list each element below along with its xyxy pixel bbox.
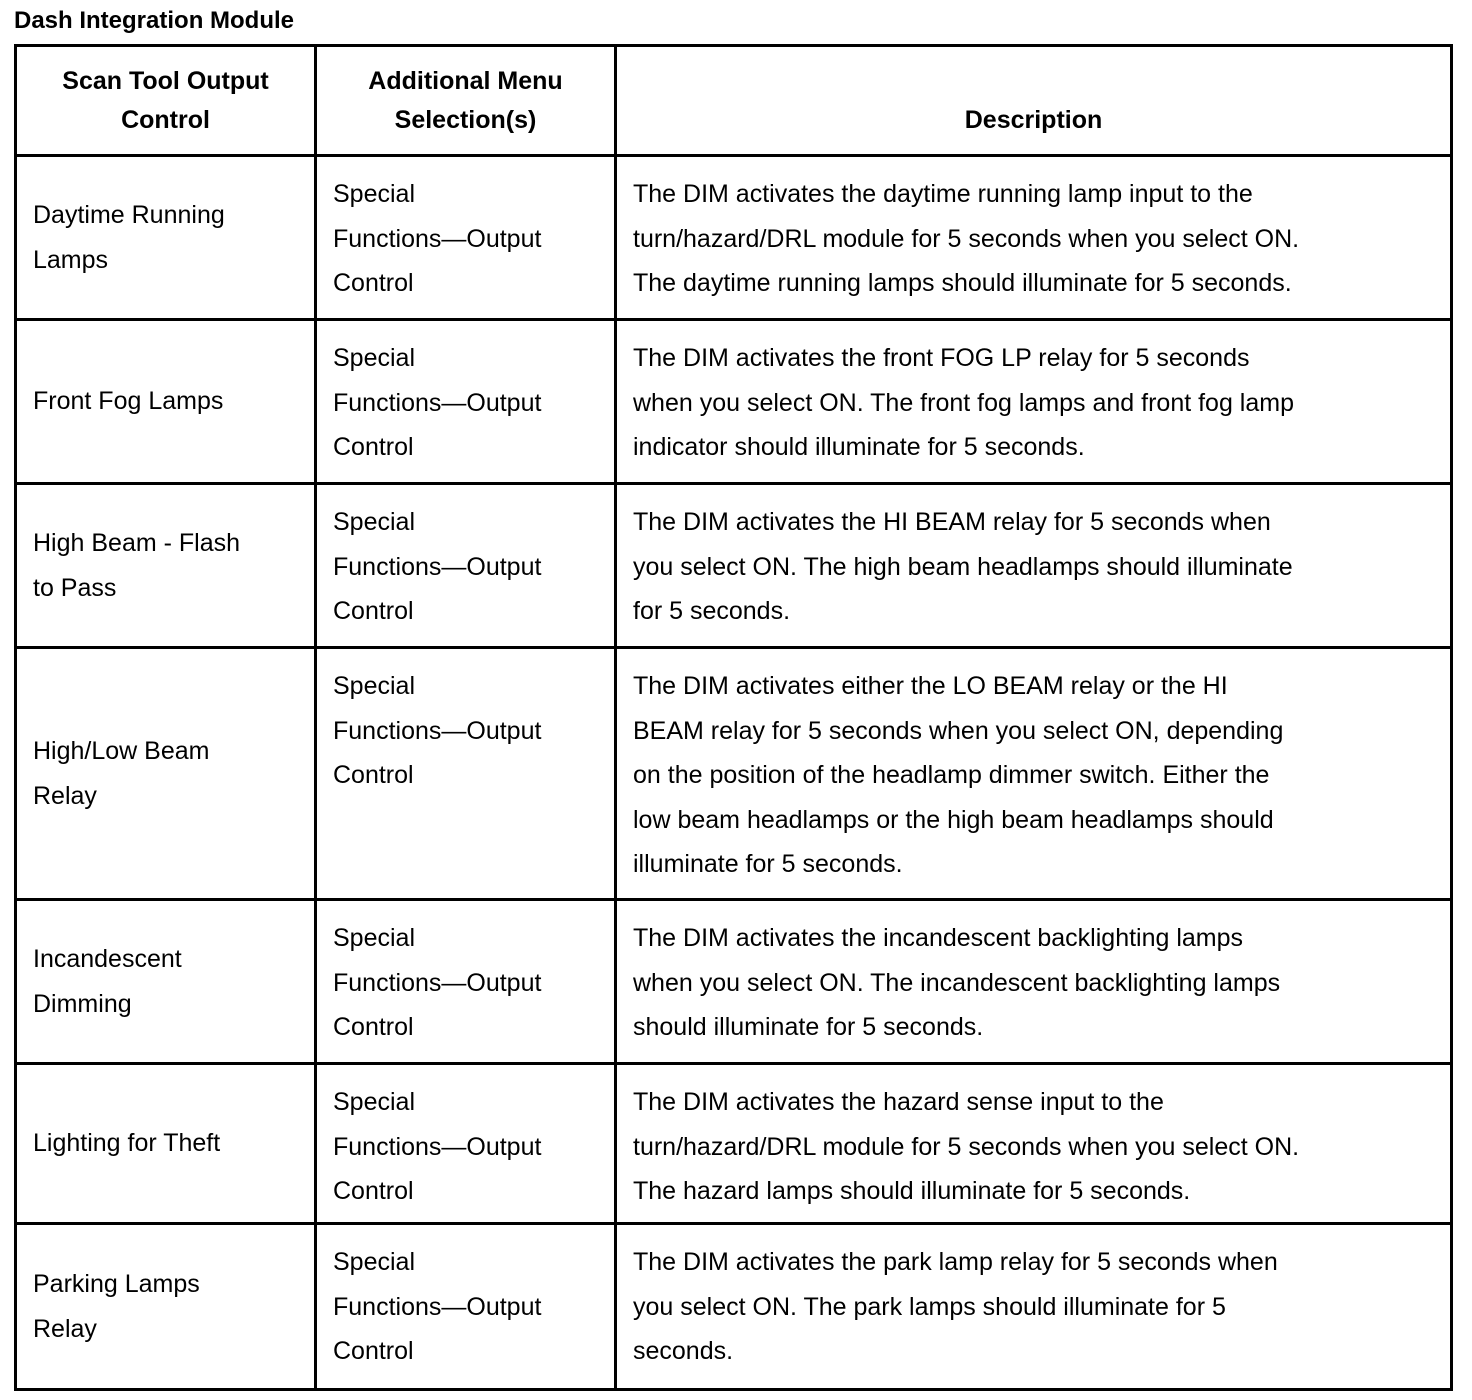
description-cell <box>616 648 1452 900</box>
menu-selection-text: Functions—Output <box>333 1132 542 1161</box>
table-row <box>16 900 1452 1064</box>
menu-selection-text: Functions—Output <box>333 552 542 581</box>
output-control-cell <box>16 484 316 648</box>
menu-selection-cell <box>316 648 616 900</box>
menu-selection-cell <box>316 484 616 648</box>
description-text: turn/hazard/DRL module for 5 seconds when you select ON. <box>633 224 1300 253</box>
menu-selection-text: Functions—Output <box>333 224 542 253</box>
header-scan-tool-output-control: Scan Tool Output Control <box>16 46 316 156</box>
output-control-label: to Pass <box>33 573 117 602</box>
menu-selection-cell <box>316 1224 616 1390</box>
output-control-label: Lighting for Theft <box>33 1129 221 1158</box>
output-control-label: Incandescent <box>33 945 182 973</box>
menu-selection-text: Special <box>333 1088 415 1116</box>
menu-selection-text: Control <box>333 1337 414 1365</box>
description-text: BEAM relay for 5 seconds when you select ON, depending <box>633 716 1284 745</box>
menu-selection-text: Special <box>333 344 415 372</box>
menu-selection-text: Special <box>333 508 415 536</box>
output-control-label: Relay <box>33 1314 97 1343</box>
output-control-cell <box>16 156 316 320</box>
menu-selection-cell <box>316 320 616 484</box>
menu-selection-text: Special <box>333 672 415 700</box>
output-control-label: Lamps <box>33 245 109 274</box>
table-header-row <box>16 46 1452 156</box>
menu-selection-text: Control <box>333 597 414 625</box>
menu-selection-text: Control <box>333 269 414 297</box>
output-control-table <box>14 44 1453 1391</box>
menu-selection-text: Functions—Output <box>333 968 542 997</box>
header-additional-menu-selections: Additional Menu Selection(s) <box>316 46 616 156</box>
description-text: when you select ON. The incandescent backlighting lamps <box>633 968 1281 997</box>
menu-selection-text: Special <box>333 924 415 952</box>
description-text: low beam headlamps or the high beam headlamps should <box>633 805 1274 834</box>
description-text: The DIM activates the hazard sense input to the <box>633 1088 1164 1116</box>
menu-selection-cell <box>316 1064 616 1224</box>
output-control-label: Parking Lamps <box>33 1270 200 1298</box>
output-control-cell <box>16 648 316 900</box>
description-text: The DIM activates the incandescent backlighting lamps <box>633 924 1244 952</box>
description-text: seconds. <box>633 1337 734 1365</box>
table-row <box>16 648 1452 900</box>
description-text: The hazard lamps should illuminate for 5 seconds. <box>633 1177 1191 1205</box>
output-control-label: Dimming <box>33 989 132 1018</box>
description-text: when you select ON. The front fog lamps and front fog lamp <box>633 388 1294 417</box>
description-text: should illuminate for 5 seconds. <box>633 1013 984 1041</box>
menu-selection-text: Control <box>333 433 414 461</box>
description-text: The DIM activates the park lamp relay for 5 seconds when <box>633 1248 1278 1276</box>
output-control-label: Daytime Running <box>33 201 225 229</box>
description-cell <box>616 156 1452 320</box>
description-cell <box>616 484 1452 648</box>
description-text: on the position of the headlamp dimmer switch. Either the <box>633 761 1270 789</box>
header-description: Description <box>616 46 1452 156</box>
output-control-label: High Beam - Flash <box>33 529 241 557</box>
table-row <box>16 156 1452 320</box>
description-text: illuminate for 5 seconds. <box>633 850 903 878</box>
description-cell <box>616 900 1452 1064</box>
description-text: indicator should illuminate for 5 seconds. <box>633 433 1085 461</box>
output-control-cell <box>16 1064 316 1224</box>
output-control-cell <box>16 1224 316 1390</box>
output-control-label: Front Fog Lamps <box>33 387 224 416</box>
description-cell <box>616 1224 1452 1390</box>
description-text: turn/hazard/DRL module for 5 seconds when you select ON. <box>633 1132 1300 1161</box>
description-cell <box>616 320 1452 484</box>
output-control-cell <box>16 320 316 484</box>
menu-selection-text: Functions—Output <box>333 1292 542 1321</box>
description-text: you select ON. The high beam headlamps should illuminate <box>633 552 1293 581</box>
description-text: The DIM activates either the LO BEAM relay or the HI <box>633 672 1228 700</box>
description-text: you select ON. The park lamps should illuminate for 5 <box>633 1292 1226 1321</box>
output-control-cell <box>16 900 316 1064</box>
menu-selection-text: Functions—Output <box>333 716 542 745</box>
table-row <box>16 320 1452 484</box>
output-control-label: High/Low Beam <box>33 737 210 765</box>
menu-selection-cell <box>316 900 616 1064</box>
table-row <box>16 1064 1452 1224</box>
description-text: for 5 seconds. <box>633 597 791 625</box>
document-title: Dash Integration Module <box>14 7 295 34</box>
menu-selection-text: Control <box>333 1013 414 1041</box>
menu-selection-text: Special <box>333 1248 415 1276</box>
menu-selection-text: Control <box>333 761 414 789</box>
description-text: The DIM activates the front FOG LP relay for 5 seconds <box>633 344 1250 372</box>
description-text: The DIM activates the HI BEAM relay for 5 seconds when <box>633 508 1271 536</box>
table-row <box>16 1224 1452 1390</box>
menu-selection-text: Control <box>333 1177 414 1205</box>
menu-selection-cell <box>316 156 616 320</box>
description-text: The DIM activates the daytime running lamp input to the <box>633 180 1253 208</box>
table-body <box>16 156 1452 1390</box>
description-cell <box>616 1064 1452 1224</box>
description-text: The daytime running lamps should illuminate for 5 seconds. <box>633 269 1292 297</box>
table-row <box>16 484 1452 648</box>
menu-selection-text: Special <box>333 180 415 208</box>
menu-selection-text: Functions—Output <box>333 388 542 417</box>
output-control-label: Relay <box>33 781 97 810</box>
